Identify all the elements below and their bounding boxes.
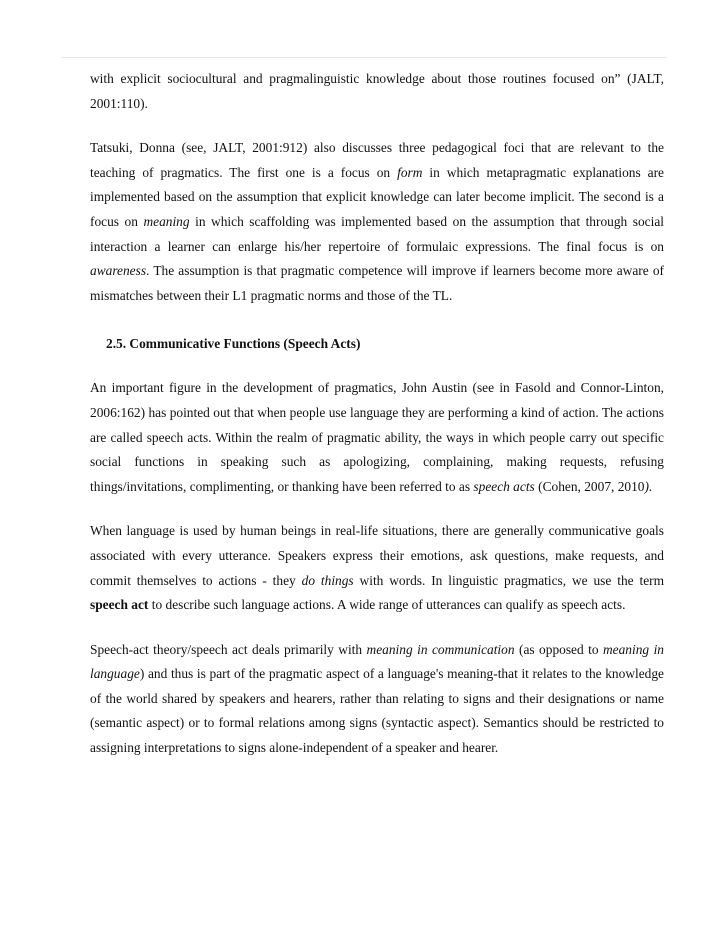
paragraph-text: with words. In linguistic pragmatics, we use the term [353, 572, 665, 588]
emphasis-meaning-in-language: meaning in language [90, 641, 664, 682]
section-heading: 2.5. Communicative Functions (Speech Acts) [106, 336, 361, 352]
paragraph-text: Speech-act theory/speech act deals primarily with [90, 641, 367, 657]
page-top-rule [62, 57, 666, 58]
paragraph-pedagogical-foci [90, 136, 664, 308]
document-body [90, 67, 664, 785]
paragraph-text: in which metapragmatic explanations are implemented based on the assumption that explicit knowledge can later become implicit. The second is a focus on [90, 164, 664, 229]
emphasis-do-things: do things [301, 572, 354, 588]
paragraph-text: with explicit sociocultural and pragmalinguistic knowledge about those routines focused on” (JALT, 2001:110). [90, 71, 664, 111]
bold-speech-act: speech act [90, 597, 149, 613]
paragraph-text: . The assumption is that pragmatic competence will improve if learners become more aware of mismatches between their L1 pragmatic norms and those of the TL. [90, 263, 664, 303]
emphasis-awareness: awareness [90, 263, 147, 279]
emphasis-form: form [397, 164, 423, 180]
paragraph-speech-act-theory [90, 638, 664, 761]
paragraph-jalt-quote-end [90, 67, 664, 116]
emphasis-meaning-in-communication: meaning in communication [366, 641, 515, 657]
paragraph-text: (as opposed to [514, 641, 603, 657]
paragraph-text: (Cohen, 2007, 2010 [534, 478, 645, 494]
paragraph-text: Tatsuki, Donna (see, JALT, 2001:912) also discusses three pedagogical foci that are relevant to the teaching of pragmatics. The first one is a focus on [90, 140, 664, 180]
paragraph-communicative-goals [90, 519, 664, 617]
paragraph-text: An important figure in the development of pragmatics, John Austin (see in Fasold and Connor-Linton, 2006:162) has pointed out that when people use language they are performing a kind of action. The actions are called speech acts. Within the realm of pragmatic ability, the ways in which people carry out specific social functions in speaking such as apologizing, complaining, making requests, refusing things/invitations, complimenting, or thanking have been referred to as [90, 380, 664, 494]
paragraph-text: ) and thus is part of the pragmatic aspect of a language's meaning-that it relates to the knowledge of the world shared by speakers and hearers, rather than relating to signs and their designations or name (semantic aspect) or to formal relations among signs (syntactic aspect). Semantics should be restricted to assigning interpretations to signs alone-independent of a speaker and hearer. [90, 666, 664, 756]
paragraph-text: When language is used by human beings in real-life situations, there are generally communicative goals associated with every utterance. Speakers express their emotions, ask questions, make requests, and commit themselves to actions - they [90, 523, 664, 588]
paragraph-text: in which scaffolding was implemented based on the assumption that through social interaction a learner can enlarge his/her repertoire of formulaic expressions. The final focus is on [90, 213, 664, 254]
emphasis-speech-acts: speech acts [473, 478, 535, 494]
paragraph-austin-speech-acts [90, 376, 664, 499]
paragraph-text: to describe such language actions. A wide range of utterances can qualify as speech acts. [148, 597, 626, 613]
emphasis-close-paren: ). [644, 478, 653, 494]
emphasis-meaning: meaning [143, 213, 190, 229]
